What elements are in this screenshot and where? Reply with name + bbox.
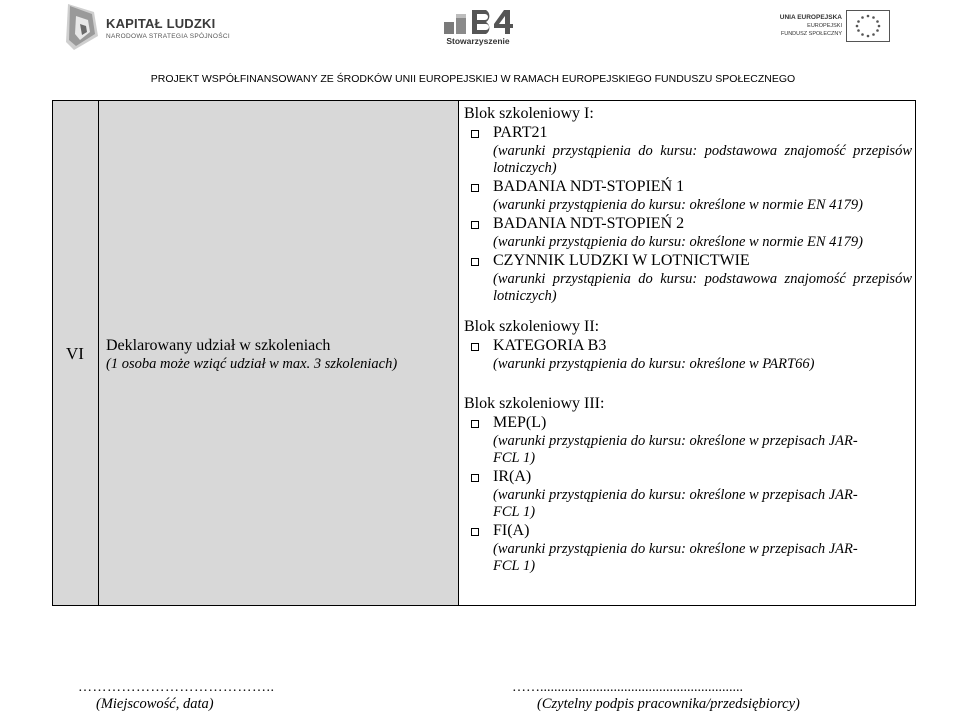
- training-option-label: BADANIA NDT-STOPIEŃ 2: [493, 215, 685, 232]
- training-option-label: IR(A): [493, 468, 532, 485]
- b4-stowarzyszenie-logo: [442, 8, 514, 48]
- checkbox-icon[interactable]: [471, 221, 479, 229]
- training-option[interactable]: [464, 467, 912, 487]
- row-number-cell: [53, 101, 99, 605]
- training-option-label: FI(A): [493, 522, 530, 539]
- training-block-title: Blok szkoleniowy II:: [464, 318, 600, 335]
- eu-line-3: FUNDUSZ SPOŁECZNY: [780, 31, 842, 37]
- training-option-conditions: (warunki przystąpienia do kursu: określone w przepisach JAR-FCL 1): [493, 433, 858, 466]
- training-option[interactable]: [464, 251, 912, 271]
- kapital-ludzki-flag-icon: [64, 2, 102, 54]
- training-option-conditions: (warunki przystąpienia do kursu: podstawowa znajomość przepisów lotniczych): [493, 143, 912, 176]
- row-number: VI: [66, 344, 84, 363]
- description-text: Deklarowany udział w szkoleniach: [106, 337, 331, 354]
- project-cofinancing-line: PROJEKT WSPÓŁFINANSOWANY ZE ŚRODKÓW UNII EUROPEJSKIEJ W RAMACH EUROPEJSKIEGO FUNDUSZU SPOŁECZNEGO: [150, 73, 796, 85]
- training-option-label: MEP(L): [493, 414, 547, 431]
- description-note: (1 osoba może wziąć udział w max. 3 szkoleniach): [106, 356, 398, 372]
- signature-caption: (Czytelny podpis pracownika/przedsiębiorcy): [537, 696, 800, 712]
- eu-flag-icon: [846, 10, 890, 42]
- training-option[interactable]: [464, 177, 912, 197]
- kapital-ludzki-logo: [64, 2, 230, 54]
- eu-efs-logo: [776, 8, 892, 46]
- checkbox-icon[interactable]: [471, 258, 479, 266]
- training-option-label: CZYNNIK LUDZKI W LOTNICTWIE: [493, 252, 750, 269]
- checkbox-icon[interactable]: [471, 130, 479, 138]
- training-option-conditions: (warunki przystąpienia do kursu: określone w PART66): [493, 356, 815, 372]
- training-option[interactable]: [464, 521, 912, 541]
- declaration-table: [52, 100, 916, 606]
- checkbox-icon[interactable]: [471, 184, 479, 192]
- training-block-title: Blok szkoleniowy I:: [464, 105, 594, 122]
- training-option-label: PART21: [493, 124, 548, 141]
- training-block-title: Blok szkoleniowy III:: [464, 395, 605, 412]
- training-option-conditions: (warunki przystąpienia do kursu: określone w normie EN 4179): [493, 197, 863, 213]
- checkbox-icon[interactable]: [471, 343, 479, 351]
- eu-line-1: UNIA EUROPEJSKA: [779, 14, 842, 21]
- b4-subtitle: Stowarzyszenie: [446, 36, 510, 46]
- training-option-conditions: (warunki przystąpienia do kursu: określone w normie EN 4179): [493, 234, 863, 250]
- training-option[interactable]: [464, 413, 912, 433]
- b4-mark-icon: [442, 8, 514, 36]
- training-options-cell: [459, 101, 915, 605]
- checkbox-icon[interactable]: [471, 474, 479, 482]
- checkbox-icon[interactable]: [471, 528, 479, 536]
- training-option-label: BADANIA NDT-STOPIEŃ 1: [493, 178, 685, 195]
- description-cell: [99, 101, 459, 605]
- place-date-caption: (Miejscowość, data): [96, 696, 214, 712]
- training-option[interactable]: [464, 214, 912, 234]
- kapital-ludzki-subtitle: NARODOWA STRATEGIA SPÓJNOŚCI: [106, 33, 230, 40]
- training-option-conditions: (warunki przystąpienia do kursu: podstawowa znajomość przepisów lotniczych): [493, 271, 912, 304]
- checkbox-icon[interactable]: [471, 420, 479, 428]
- training-option[interactable]: [464, 336, 912, 356]
- training-option-conditions: (warunki przystąpienia do kursu: określone w przepisach JAR-FCL 1): [493, 487, 858, 520]
- kapital-ludzki-title: KAPITAŁ LUDZKI: [106, 16, 216, 31]
- training-option[interactable]: [464, 123, 912, 143]
- training-option-label: KATEGORIA B3: [493, 337, 607, 354]
- training-option-conditions: (warunki przystąpienia do kursu: określone w przepisach JAR-FCL 1): [493, 541, 858, 574]
- signature-line: ……..........................................................: [512, 680, 743, 695]
- eu-line-2: EUROPEJSKI: [807, 23, 842, 29]
- place-date-line: …………………………………..: [78, 680, 275, 695]
